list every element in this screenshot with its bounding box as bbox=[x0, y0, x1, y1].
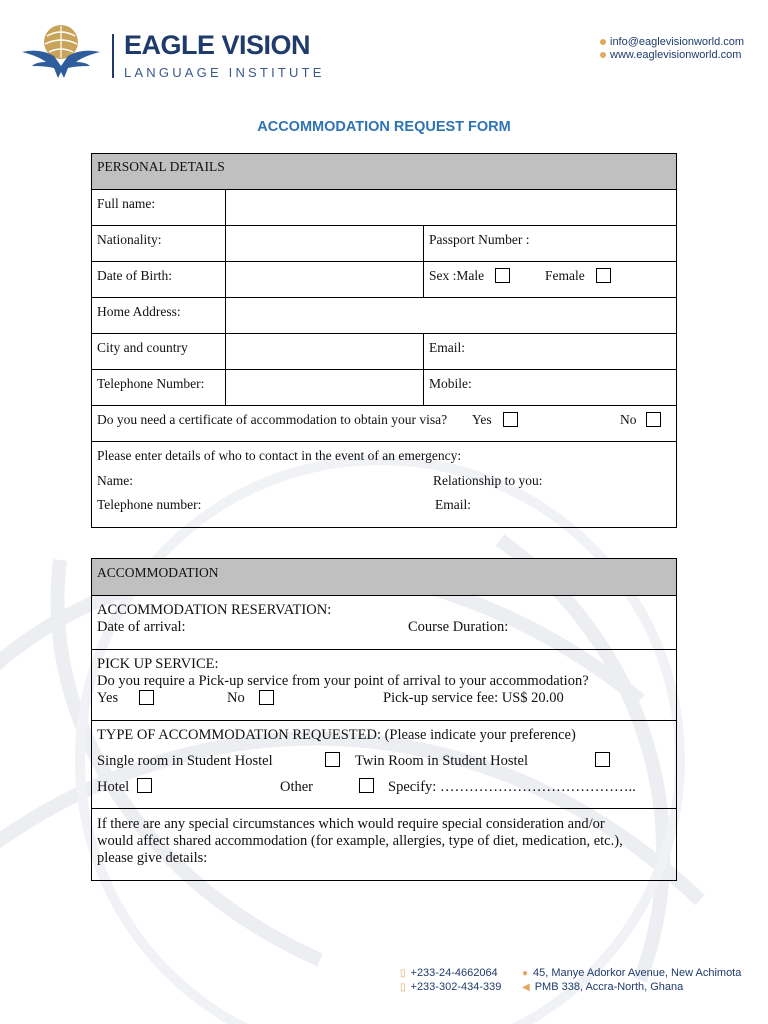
pickup-no-label: No bbox=[227, 690, 245, 706]
date-of-birth-field[interactable] bbox=[227, 263, 422, 296]
accommodation-type-title: TYPE OF ACCOMMODATION REQUESTED: (Please indicate your preference) bbox=[97, 727, 576, 743]
pickup-yes-checkbox[interactable] bbox=[139, 690, 154, 705]
nationality-field[interactable] bbox=[227, 227, 422, 260]
home-address-field[interactable] bbox=[227, 299, 675, 332]
date-of-birth-label: Date of Birth: bbox=[97, 268, 172, 283]
footer-phone-1[interactable]: ▯ +233-24-4662064 bbox=[400, 967, 498, 979]
reservation-title: ACCOMMODATION RESERVATION: bbox=[97, 602, 332, 618]
mobile-label: Mobile: bbox=[429, 376, 472, 391]
nationality-label: Nationality: bbox=[97, 232, 162, 247]
accommodation-heading: ACCOMMODATION bbox=[97, 565, 219, 580]
male-checkbox[interactable] bbox=[495, 268, 510, 283]
send-arrow-icon: ◀ bbox=[522, 982, 530, 993]
date-of-arrival-label: Date of arrival: bbox=[97, 619, 186, 635]
phone-icon: ▯ bbox=[400, 968, 406, 979]
telephone-field[interactable] bbox=[227, 371, 422, 404]
specify-field[interactable]: Specify: ………………………………….. bbox=[388, 779, 636, 795]
visa-no-checkbox[interactable] bbox=[646, 412, 661, 427]
globe-icon bbox=[600, 52, 606, 58]
course-duration-label: Course Duration: bbox=[408, 619, 509, 635]
footer-address-1: ● 45, Manye Adorkor Avenue, New Achimota bbox=[522, 967, 742, 979]
single-room-checkbox[interactable] bbox=[325, 752, 340, 767]
header-website[interactable]: www.eaglevisionworld.com bbox=[600, 49, 741, 61]
brand-subtitle: LANGUAGE INSTITUTE bbox=[124, 65, 325, 80]
phone-icon: ▯ bbox=[400, 982, 406, 993]
visa-no-label: No bbox=[620, 412, 637, 427]
female-label: Female bbox=[545, 268, 585, 283]
footer-address-2: ◀ PMB 338, Accra-North, Ghana bbox=[522, 981, 684, 993]
full-name-label: Full name: bbox=[97, 196, 156, 211]
personal-details-heading: PERSONAL DETAILS bbox=[97, 159, 225, 174]
emergency-telephone-label: Telephone number: bbox=[97, 497, 202, 512]
emergency-name-label: Name: bbox=[97, 473, 133, 488]
pickup-no-checkbox[interactable] bbox=[259, 690, 274, 705]
hotel-checkbox[interactable] bbox=[137, 778, 152, 793]
female-checkbox[interactable] bbox=[596, 268, 611, 283]
eagle-globe-logo-icon bbox=[20, 22, 102, 80]
footer-phone-2[interactable]: ▯ +233-302-434-339 bbox=[400, 981, 502, 993]
form-title: ACCOMMODATION REQUEST FORM bbox=[257, 119, 511, 135]
twin-room-checkbox[interactable] bbox=[595, 752, 610, 767]
pickup-question: Do you require a Pick-up service from your point of arrival to your accommodation? bbox=[97, 673, 589, 689]
email-icon bbox=[600, 39, 606, 45]
emergency-intro: Please enter details of who to contact in the event of an emergency: bbox=[97, 448, 462, 463]
city-country-label: City and country bbox=[97, 340, 188, 355]
brand-name: EAGLE VISION bbox=[124, 30, 311, 60]
passport-number-label: Passport Number : bbox=[429, 232, 530, 247]
city-country-field[interactable] bbox=[227, 335, 422, 368]
single-room-label: Single room in Student Hostel bbox=[97, 753, 273, 769]
twin-room-label: Twin Room in Student Hostel bbox=[355, 753, 528, 769]
home-address-label: Home Address: bbox=[97, 304, 181, 319]
header-email[interactable]: info@eaglevisionworld.com bbox=[600, 36, 744, 48]
location-pin-icon: ● bbox=[522, 968, 529, 979]
telephone-label: Telephone Number: bbox=[97, 376, 205, 391]
special-circumstances-line1: If there are any special circumstances which would require special consideration and/or bbox=[97, 816, 605, 832]
logo-divider bbox=[112, 34, 114, 78]
pickup-yes-label: Yes bbox=[97, 690, 119, 706]
emergency-relationship-label: Relationship to you: bbox=[433, 473, 543, 488]
emergency-email-label: Email: bbox=[435, 497, 471, 512]
visa-yes-label: Yes bbox=[472, 412, 492, 427]
visa-question: Do you need a certificate of accommodation to obtain your visa? bbox=[97, 412, 448, 427]
pickup-title: PICK UP SERVICE: bbox=[97, 656, 219, 672]
full-name-field[interactable] bbox=[227, 191, 675, 224]
email-label: Email: bbox=[429, 340, 465, 355]
pickup-fee: Pick-up service fee: US$ 20.00 bbox=[383, 690, 564, 706]
sex-male-label: Sex :Male bbox=[429, 268, 485, 283]
other-checkbox[interactable] bbox=[359, 778, 374, 793]
hotel-label: Hotel bbox=[97, 779, 130, 795]
special-circumstances-line2: would affect shared accommodation (for example, allergies, type of diet, medication, etc.), bbox=[97, 833, 623, 849]
visa-yes-checkbox[interactable] bbox=[503, 412, 518, 427]
special-circumstances-line3: please give details: bbox=[97, 850, 208, 866]
other-label: Other bbox=[280, 779, 314, 795]
